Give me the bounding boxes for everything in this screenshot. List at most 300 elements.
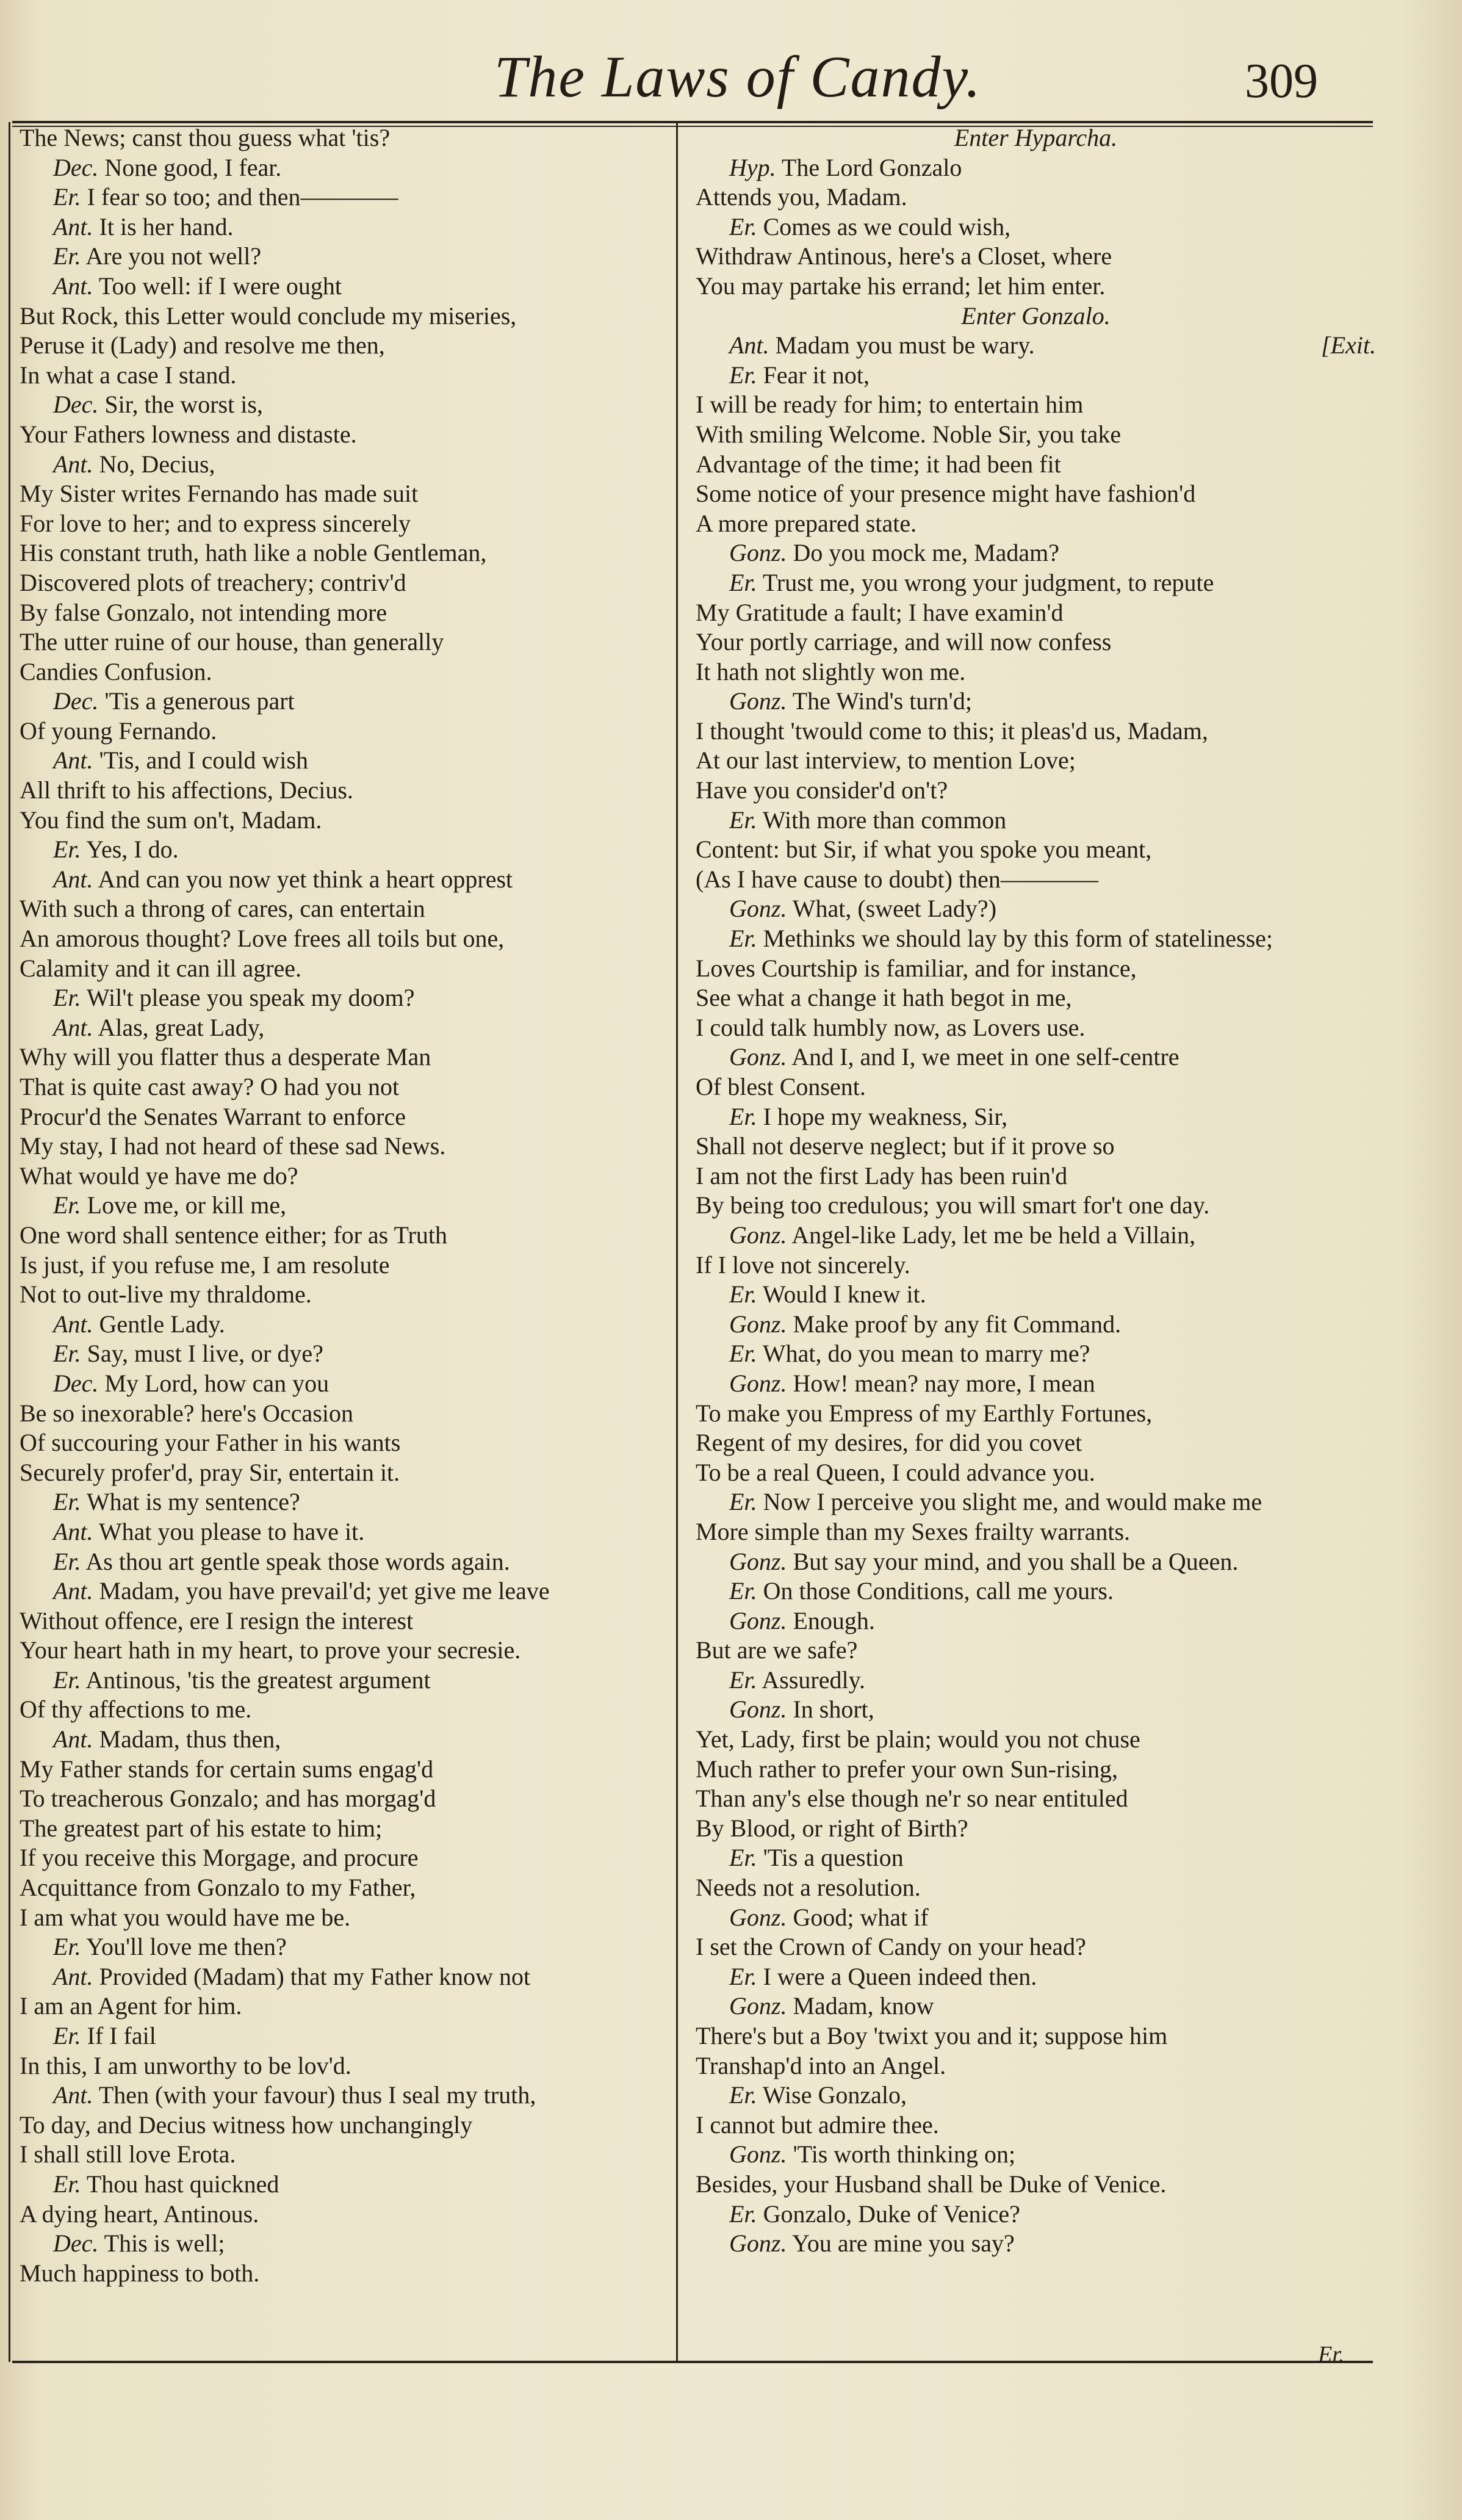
text-line: [696, 331, 1376, 361]
text-line: [696, 1102, 1376, 1132]
speaker-label: Ant.: [53, 1577, 93, 1605]
line-text: Thou hast quickned: [81, 2170, 279, 2198]
line-text: My Gratitude a fault; I have examin'd: [696, 598, 1064, 626]
line-text: But are we safe?: [696, 1636, 858, 1664]
text-line: [696, 2229, 1376, 2259]
text-line: [20, 1932, 672, 1962]
text-line: [20, 835, 672, 865]
speaker-label: Er.: [53, 242, 81, 270]
line-text: 'Tis worth thinking on;: [787, 2140, 1016, 2168]
speaker-label: Er.: [729, 1577, 757, 1605]
line-text: What is my sentence?: [81, 1488, 300, 1516]
text-line: [20, 1873, 672, 1903]
text-line: [20, 1576, 672, 1606]
speaker-label: Er.: [729, 925, 757, 953]
line-text: Your Fathers lowness and distaste.: [20, 420, 357, 448]
line-text: By false Gonzalo, not intending more: [20, 598, 387, 626]
text-line: [20, 1814, 672, 1844]
text-line: [20, 1517, 672, 1547]
text-line: [20, 479, 672, 509]
line-text: No, Decius,: [93, 450, 215, 478]
text-line: [20, 2051, 672, 2081]
text-line: [696, 1428, 1376, 1458]
line-text: Securely profer'd, pray Sir, entertain it.: [20, 1458, 400, 1486]
catchword: Er.: [1318, 2342, 1345, 2367]
right-text-column: [696, 123, 1376, 2259]
line-text: If you receive this Morgage, and procure: [20, 1844, 419, 1872]
text-line: [696, 1280, 1376, 1310]
text-line: [20, 1191, 672, 1221]
text-line: [696, 865, 1376, 895]
text-line: [20, 1339, 672, 1369]
text-line: [696, 2051, 1376, 2081]
text-line: [20, 924, 672, 954]
line-text: Discovered plots of treachery; contriv'd: [20, 568, 406, 596]
line-text: Then (with your favour) thus I seal my truth,: [93, 2081, 536, 2109]
text-line: [696, 1991, 1376, 2021]
speaker-label: Gonz.: [729, 539, 787, 567]
speaker-label: Ant.: [53, 746, 93, 774]
text-line: [696, 1606, 1376, 1636]
line-text: I cannot but admire thee.: [696, 2110, 939, 2139]
text-line: [20, 1725, 672, 1755]
speaker-label: Dec.: [53, 687, 99, 715]
text-line: [20, 301, 672, 331]
text-line: [20, 1042, 672, 1072]
line-text: What, do you mean to marry me?: [757, 1340, 1090, 1368]
text-line: [696, 1932, 1376, 1962]
text-line: [20, 153, 672, 183]
text-line: [696, 1458, 1376, 1488]
line-text: Yes, I do.: [81, 836, 179, 864]
speaker-label: Gonz.: [729, 1043, 787, 1071]
line-text: To treacherous Gonzalo; and has morgag'd: [20, 1785, 436, 1813]
line-text: It is her hand.: [93, 212, 234, 240]
line-text: Withdraw Antinous, here's a Closet, where: [696, 242, 1112, 270]
speaker-label: Ant.: [53, 865, 93, 893]
text-line: [20, 1666, 672, 1695]
line-text: The greatest part of his estate to him;: [20, 1814, 383, 1842]
footer-rule: [12, 2361, 1373, 2363]
speaker-label: Er.: [53, 1547, 81, 1575]
speaker-label: Ant.: [53, 2081, 93, 2109]
line-text: Madam, know: [787, 1992, 934, 2020]
text-line: [20, 2081, 672, 2110]
text-line: [20, 1755, 672, 1785]
speaker-label: Er.: [729, 1280, 757, 1309]
text-line: [20, 776, 672, 806]
speaker-label: Gonz.: [729, 1547, 787, 1575]
text-line: [696, 746, 1376, 776]
line-text: Than any's else though ne'r so near entituled: [696, 1785, 1128, 1813]
line-text: Content: but Sir, if what you spoke you meant,: [696, 836, 1152, 864]
line-text: But Rock, this Letter would conclude my miseries,: [20, 301, 517, 330]
line-text: Candies Confusion.: [20, 657, 212, 685]
text-line: [696, 1903, 1376, 1933]
line-text: Love me, or kill me,: [81, 1191, 287, 1219]
text-line: [696, 2170, 1376, 2200]
text-line: [20, 538, 672, 568]
text-line: [696, 1843, 1376, 1873]
text-line: [20, 1102, 672, 1132]
text-line: [20, 687, 672, 717]
line-text: The News; canst thou guess what 'tis?: [20, 124, 391, 151]
speaker-label: Er.: [53, 1488, 81, 1516]
text-line: [20, 212, 672, 242]
text-line: [696, 1399, 1376, 1429]
line-text: See what a change it hath begot in me,: [696, 984, 1072, 1012]
speaker-label: Gonz.: [729, 1310, 787, 1338]
line-text: How! mean? nay more, I mean: [787, 1369, 1095, 1397]
speaker-label: Er.: [729, 1102, 757, 1130]
speaker-label: Gonz.: [729, 1606, 787, 1634]
page-header: [0, 37, 1462, 122]
line-text: I could talk humbly now, as Lovers use.: [696, 1013, 1086, 1041]
text-line: [20, 2170, 672, 2200]
text-line: [20, 1428, 672, 1458]
text-line: [696, 2200, 1376, 2229]
text-line: [20, 954, 672, 984]
text-line: [20, 717, 672, 746]
text-line: [20, 2140, 672, 2170]
line-text: 'Tis a generous part: [98, 687, 295, 715]
text-line: [696, 627, 1376, 657]
line-text: But say your mind, and you shall be a Queen.: [787, 1547, 1239, 1575]
line-text: (As I have cause to doubt) then————: [696, 865, 1098, 893]
text-line: [20, 509, 672, 539]
text-line: [20, 1606, 672, 1636]
line-text: All thrift to his affections, Decius.: [20, 776, 353, 804]
text-line: [20, 390, 672, 420]
line-text: Fear it not,: [757, 361, 870, 389]
text-line: [696, 806, 1376, 836]
text-line: [20, 1310, 672, 1340]
line-text: One word shall sentence either; for as Truth: [20, 1221, 447, 1249]
stage-direction: Enter Gonzalo.: [961, 301, 1111, 330]
line-text: Do you mock me, Madam?: [787, 539, 1060, 567]
line-text: This is well;: [98, 2229, 225, 2258]
text-line: [696, 1784, 1376, 1814]
text-line: [696, 1161, 1376, 1191]
speaker-label: Er.: [729, 806, 757, 834]
line-text: His constant truth, hath like a noble Gentleman,: [20, 539, 487, 567]
line-text: In this, I am unworthy to be lov'd.: [20, 2051, 351, 2079]
line-text: Madam you must be wary.: [769, 331, 1035, 359]
text-line: [696, 212, 1376, 242]
text-line: [20, 1399, 672, 1429]
line-text: You'll love me then?: [81, 1933, 287, 1961]
speaker-label: Gonz.: [729, 895, 787, 923]
speaker-label: Er.: [53, 1191, 81, 1219]
text-line: [696, 2081, 1376, 2110]
speaker-label: Gonz.: [729, 2229, 787, 2258]
text-line: [20, 1636, 672, 1666]
line-text: Calamity and it can ill agree.: [20, 954, 302, 982]
text-line: [20, 1251, 672, 1280]
column-divider: [676, 122, 678, 2362]
speaker-label: Dec.: [53, 1369, 99, 1397]
line-text: Be so inexorable? here's Occasion: [20, 1399, 353, 1427]
text-line: [696, 1487, 1376, 1517]
line-text: The utter ruine of our house, than generally: [20, 628, 444, 656]
speaker-label: Hyp.: [729, 153, 776, 181]
line-text: To be a real Queen, I could advance you.: [696, 1458, 1095, 1486]
line-text: Not to out-live my thraldome.: [20, 1280, 312, 1309]
line-text: Sir, the worst is,: [98, 391, 263, 419]
line-text: More simple than my Sexes frailty warrants.: [696, 1517, 1131, 1545]
line-text: There's but a Boy 'twixt you and it; suppose him: [696, 2022, 1168, 2049]
text-line: [696, 361, 1376, 391]
line-text: Regent of my desires, for did you covet: [696, 1429, 1082, 1457]
line-text: Needs not a resolution.: [696, 1874, 921, 1902]
line-text: On those Conditions, call me yours.: [757, 1577, 1114, 1605]
speaker-label: Ant.: [53, 1310, 93, 1338]
line-text: Of blest Consent.: [696, 1073, 866, 1100]
line-text: Of young Fernando.: [20, 717, 217, 745]
text-line: [696, 1339, 1376, 1369]
text-line: [696, 598, 1376, 628]
text-line: [696, 1576, 1376, 1606]
speaker-label: Er.: [729, 568, 757, 596]
text-line: [696, 1221, 1376, 1251]
text-line: [20, 568, 672, 598]
text-line: [696, 1695, 1376, 1725]
line-text: My Lord, how can you: [98, 1369, 329, 1397]
text-line: [20, 627, 672, 657]
line-text: With such a throng of cares, can entertain: [20, 895, 425, 923]
speaker-label: Gonz.: [729, 1369, 787, 1397]
speaker-label: Gonz.: [729, 1992, 787, 2020]
line-text: Your portly carriage, and will now confess: [696, 628, 1112, 656]
line-text: Comes as we could wish,: [757, 212, 1011, 240]
page-number: 309: [1245, 54, 1318, 108]
line-text: I were a Queen indeed then.: [757, 1962, 1037, 1990]
speaker-label: Er.: [729, 1844, 757, 1872]
line-text: At our last interview, to mention Love;: [696, 746, 1076, 774]
text-line: [20, 242, 672, 272]
line-text: With more than common: [757, 806, 1007, 834]
line-text: Wise Gonzalo,: [757, 2081, 907, 2109]
line-text: Trust me, you wrong your judgment, to repute: [757, 568, 1214, 596]
text-line: [696, 1251, 1376, 1280]
text-line: [20, 1072, 672, 1102]
left-text-column: [20, 123, 672, 2288]
line-text: What would ye have me do?: [20, 1161, 298, 1190]
line-text: And can you now yet think a heart opprest: [93, 865, 513, 893]
speaker-label: Er.: [729, 1666, 757, 1694]
line-text: To day, and Decius witness how unchangingly: [20, 2110, 473, 2139]
line-text: Shall not deserve neglect; but if it prove so: [696, 1132, 1115, 1160]
line-text: An amorous thought? Love frees all toils but one,: [20, 925, 505, 953]
line-text: Wil't please you speak my doom?: [81, 984, 415, 1012]
line-text: Why will you flatter thus a desperate Man: [20, 1043, 431, 1071]
line-text: Make proof by any fit Command.: [787, 1310, 1122, 1338]
text-line: [696, 153, 1376, 183]
speaker-label: Er.: [729, 1340, 757, 1368]
line-text: My Father stands for certain sums engag'd: [20, 1755, 434, 1783]
line-text: Much happiness to both.: [20, 2259, 260, 2287]
text-line: [696, 1132, 1376, 1161]
text-line: [20, 894, 672, 924]
line-text: What you please to have it.: [93, 1517, 365, 1545]
text-line: [696, 1725, 1376, 1755]
text-line: [696, 1873, 1376, 1903]
line-text: The Lord Gonzalo: [776, 153, 962, 181]
text-line: [20, 1369, 672, 1399]
line-text: If I love not sincerely.: [696, 1251, 910, 1279]
line-text: Have you consider'd on't?: [696, 776, 948, 804]
line-text: Some notice of your presence might have fashion'd: [696, 480, 1196, 508]
speaker-label: Er.: [53, 836, 81, 864]
line-text: Madam, thus then,: [93, 1725, 281, 1753]
line-text: Transhap'd into an Angel.: [696, 2051, 946, 2079]
line-text: None good, I fear.: [98, 153, 282, 181]
text-line: [696, 1072, 1376, 1102]
line-text: Is just, if you refuse me, I am resolute: [20, 1251, 390, 1279]
text-line: [20, 983, 672, 1013]
line-text: 'Tis a question: [757, 1844, 904, 1872]
text-line: [696, 2021, 1376, 2051]
text-line: [696, 1755, 1376, 1785]
line-text: I fear so too; and then————: [81, 183, 398, 211]
text-line: [696, 123, 1376, 153]
line-text: By being too credulous; you will smart for't one day.: [696, 1191, 1210, 1219]
line-text: My stay, I had not heard of these sad News.: [20, 1132, 446, 1160]
speaker-label: Gonz.: [729, 2140, 787, 2168]
stage-direction: Enter Hyparcha.: [954, 124, 1118, 151]
line-text: If I fail: [81, 2022, 156, 2049]
speaker-label: Er.: [53, 2170, 81, 2198]
line-text: I am an Agent for him.: [20, 1992, 242, 2020]
line-text: What, (sweet Lady?): [787, 895, 997, 923]
exit-direction: [Exit.: [1321, 331, 1376, 359]
text-line: [696, 687, 1376, 717]
text-line: [696, 776, 1376, 806]
text-line: [696, 479, 1376, 509]
text-line: [696, 717, 1376, 746]
text-line: [696, 835, 1376, 865]
line-text: 'Tis, and I could wish: [93, 746, 308, 774]
speaker-label: Ant.: [53, 1962, 93, 1990]
text-line: [20, 1458, 672, 1488]
text-line: [20, 2110, 672, 2140]
line-text: Attends you, Madam.: [696, 183, 907, 211]
text-line: [696, 1547, 1376, 1577]
text-line: [696, 182, 1376, 212]
line-text: With smiling Welcome. Noble Sir, you take: [696, 420, 1122, 448]
text-line: [20, 2259, 672, 2289]
line-text: My Sister writes Fernando has made suit: [20, 480, 419, 508]
text-line: [20, 657, 672, 687]
line-text: And I, and I, we meet in one self-centre: [787, 1043, 1179, 1071]
line-text: In what a case I stand.: [20, 361, 237, 389]
speaker-label: Ant.: [53, 272, 93, 300]
speaker-label: Dec.: [53, 391, 99, 419]
text-line: [20, 1013, 672, 1043]
line-text: Antinous, 'tis the greatest argument: [81, 1666, 431, 1694]
speaker-label: Ant.: [53, 1725, 93, 1753]
text-line: [696, 1013, 1376, 1043]
speaker-label: Er.: [53, 183, 81, 211]
line-text: Peruse it (Lady) and resolve me then,: [20, 331, 385, 359]
text-line: [696, 894, 1376, 924]
line-text: By Blood, or right of Birth?: [696, 1814, 968, 1842]
line-text: You may partake his errand; let him enter.: [696, 272, 1106, 300]
text-line: [20, 2200, 672, 2229]
text-line: [20, 1161, 672, 1191]
text-line: [696, 983, 1376, 1013]
text-line: [20, 450, 672, 480]
line-text: Enough.: [787, 1606, 875, 1634]
speaker-label: Dec.: [53, 153, 99, 181]
line-text: I will be ready for him; to entertain him: [696, 391, 1084, 419]
line-text: Would I knew it.: [757, 1280, 926, 1309]
text-line: [20, 1695, 672, 1725]
text-line: [20, 746, 672, 776]
text-line: [696, 420, 1376, 450]
text-line: [20, 420, 672, 450]
speaker-label: Ant.: [53, 1517, 93, 1545]
line-text: Assuredly.: [757, 1666, 865, 1694]
line-text: Provided (Madam) that my Father know not: [93, 1962, 531, 1990]
text-line: [20, 1547, 672, 1577]
text-line: [696, 301, 1376, 331]
text-line: [696, 390, 1376, 420]
speaker-label: Er.: [729, 1962, 757, 1990]
line-text: Angel-like Lady, let me be held a Villain,: [787, 1221, 1196, 1249]
text-line: [696, 272, 1376, 301]
text-line: [20, 865, 672, 895]
line-text: For love to her; and to express sincerely: [20, 509, 411, 537]
line-text: Procur'd the Senates Warrant to enforce: [20, 1102, 406, 1130]
line-text: Loves Courtship is familiar, and for instance,: [696, 954, 1137, 982]
line-text: Too well: if I were ought: [93, 272, 342, 300]
text-line: [20, 182, 672, 212]
speaker-label: Gonz.: [729, 1903, 787, 1931]
speaker-label: Ant.: [53, 450, 93, 478]
line-text: I shall still love Erota.: [20, 2140, 236, 2168]
text-line: [20, 1487, 672, 1517]
line-text: I set the Crown of Candy on your head?: [696, 1933, 1086, 1961]
text-line: [20, 1903, 672, 1933]
speaker-label: Er.: [53, 984, 81, 1012]
text-line: [696, 1666, 1376, 1695]
text-line: [20, 1280, 672, 1310]
line-text: Yet, Lady, first be plain; would you not chuse: [696, 1725, 1140, 1753]
line-text: I am not the first Lady has been ruin'd: [696, 1161, 1068, 1190]
text-line: [696, 1962, 1376, 1992]
line-text: Gentle Lady.: [93, 1310, 225, 1338]
speaker-label: Dec.: [53, 2229, 99, 2258]
speaker-label: Er.: [53, 1340, 81, 1368]
text-line: [20, 361, 672, 391]
line-text: You are mine you say?: [787, 2229, 1015, 2258]
line-text: Your heart hath in my heart, to prove your secresie.: [20, 1636, 521, 1664]
line-text: Methinks we should lay by this form of statelinesse;: [757, 925, 1273, 953]
line-text: Advantage of the time; it had been fit: [696, 450, 1061, 478]
text-line: [20, 1132, 672, 1161]
speaker-label: Ant.: [729, 331, 769, 359]
text-line: [696, 1369, 1376, 1399]
speaker-label: Ant.: [53, 212, 93, 240]
text-line: [20, 2021, 672, 2051]
line-text: Besides, your Husband shall be Duke of Venice.: [696, 2170, 1167, 2198]
text-line: [696, 1310, 1376, 1340]
text-line: [696, 1191, 1376, 1221]
text-line: [696, 450, 1376, 480]
text-line: [696, 509, 1376, 539]
running-title: The Laws of Candy.: [494, 44, 982, 109]
